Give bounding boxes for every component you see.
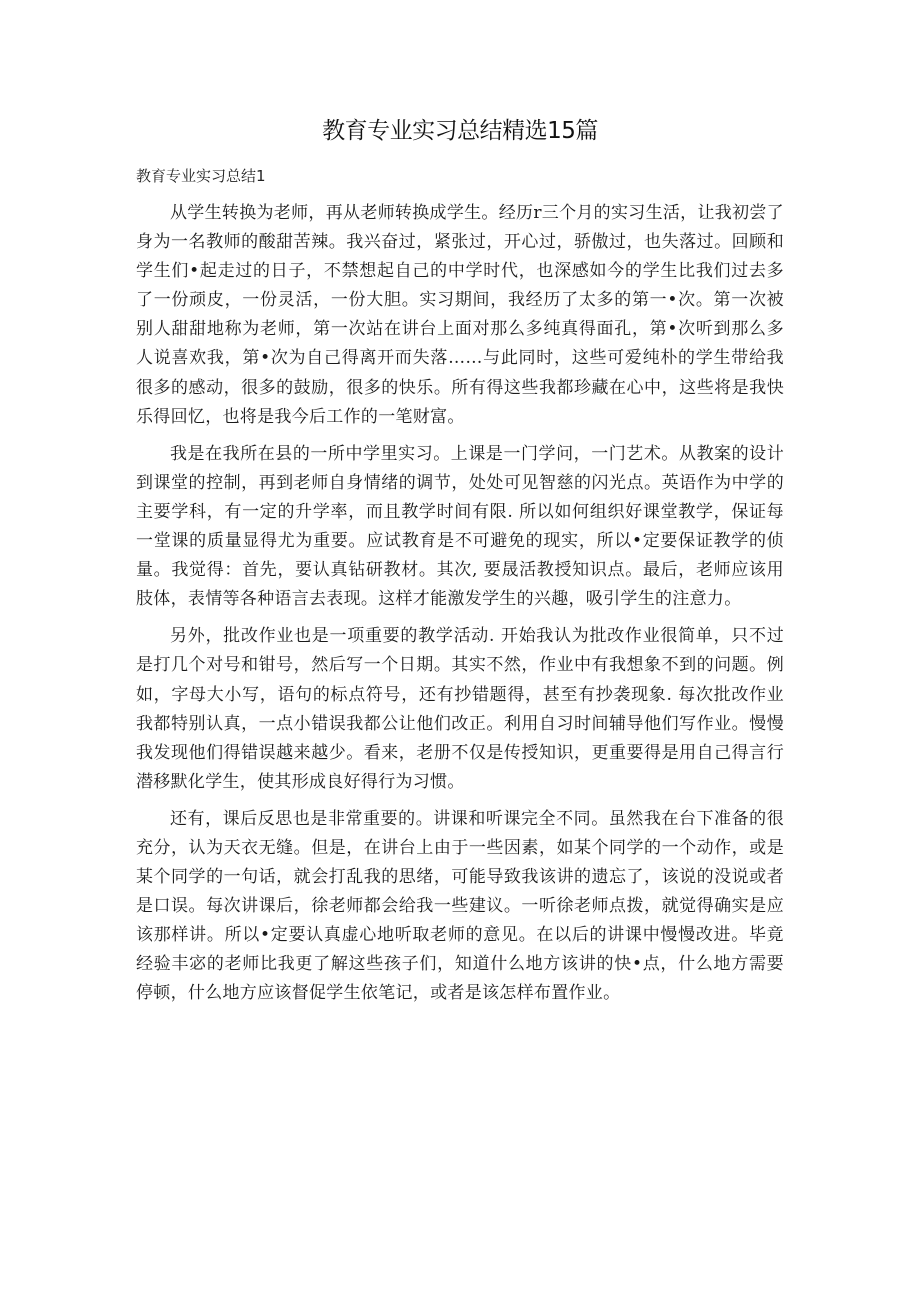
paragraph: 另外，批改作业也是一项重要的教学活动. 开始我认为批改作业很简单，只不过是打几个对号和钳号，然后写一个日期。其实不然，作业中有我想象不到的问题。例如，字母大小写，语句的标点符号，还有抄错题得，甚至有抄袭现象. 每次批改作业我都特别认真，一点小错误我都公让他们改正。利用自习时间辅导他们写作业。慢慢我发现他们得错误越来越少。看来，老册不仅是传授知识，更重要得是用自己得言行潜移默化学生，使其形成良好得行为习惯。 [136, 626, 784, 792]
section-heading: 教育专业实习总结1 [136, 167, 266, 185]
paragraph: 我是在我所在县的一所中学里实习。上课是一门学问，一门艺术。从教案的设计到课堂的控制，再到老师自身情绪的调节，处处可见智慈的闪光点。英语作为中学的主要学科，有一定的升学率，而且教学时间有限. 所以如何组织好课堂教学，保证每一堂课的质量显得尤为重要。应试教育是不可避免的现实，所以•定要保证教学的侦量。我觉得：首先，要认真钻研教材。其次, 要晟活教授知识点。最后，老师应该用肢体，表情等各种语言去表现。这样才能激发学生的兴趣，吸引学生的注意力。 [136, 443, 784, 610]
paragraph: 还有，课后反思也是非常重要的。讲课和听课完全不同。虽然我在台下准备的很充分，认为天衣无缝。但是，在讲台上由于一些因素，如某个同学的一个动作，或是某个同学的一句话，就会打乱我的思绪，可能导致我该讲的遗忘了，该说的没说或者是口误。每次讲课后，徐老师都会给我一些建议。一听徐老师点拨，就觉得确实是应该那样讲。所以•定要认真虚心地听取老师的意见。在以后的讲课中慢慢改进。毕竟经验丰宓的老师比我更了解这些孩子们，知道什么地方该讲的快•点，什么地方需要停顿，什么地方应该督促学生依笔记，或者是该怎样布置作业。 [136, 808, 784, 1004]
paragraph: 从学生转换为老师，再从老师转换成学生。经历r三个月的实习生活，让我初尝了身为一名教师的酸甜苦辣。我兴奋过，紧张过，开心过，骄傲过，也失落过。回顾和学生们•起走过的日子，不禁想起自己的中学时代，也深感如今的学生比我们过去多了一份顽皮，一份灵活，一份大胆。实习期间，我经历了太多的第一•次。第一次被别人甜甜地称为老师，第一次站在讲台上面对那么多纯真得面孔，第•次听到那么多人说喜欢我，第•次为自己得离开而失落……与此同时，这些可爱纯朴的学生带给我很多的感动，很多的鼓励，很多的快乐。所有得这些我都珍藏在心中，这些将是我快乐得回忆，也将是我今后工作的一笔财富。 [136, 203, 784, 427]
document-title: 教育专业实习总结精选15篇 [322, 118, 598, 144]
document-body [136, 199, 784, 1017]
